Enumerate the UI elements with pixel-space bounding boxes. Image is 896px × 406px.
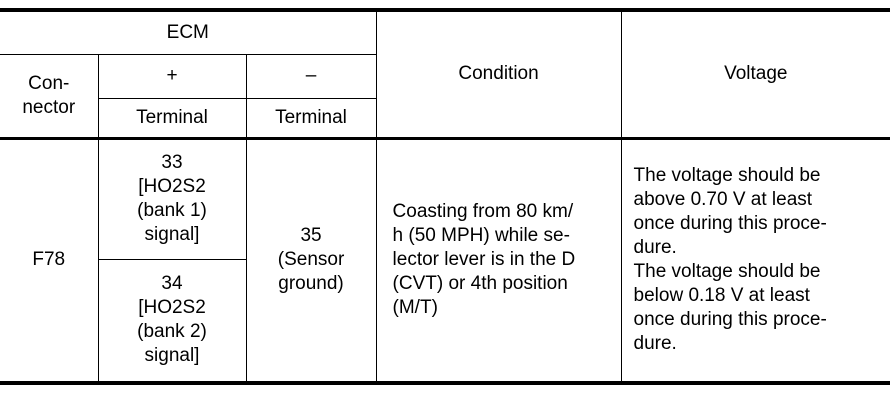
terminal-bank1-line-2: [HO2S2	[138, 176, 206, 197]
connector-header-line-1: Con-	[28, 72, 70, 94]
terminal-bank1-line-4: signal]	[144, 224, 200, 245]
condition-cell	[376, 138, 621, 383]
condition-line-2: h (50 MPH) while se-	[392, 225, 570, 247]
condition-line-4: (CVT) or 4th position	[392, 273, 568, 295]
ground-terminal	[246, 138, 376, 383]
minus-header: –	[246, 54, 376, 98]
ground-terminal-line-1: 35	[300, 225, 322, 247]
terminal-bank2-line-2: [HO2S2	[138, 297, 206, 319]
terminal-bank2-line-4: signal]	[144, 345, 200, 367]
ground-terminal-line-3: ground)	[278, 273, 344, 295]
voltage-line-3: once during this proce-	[633, 213, 827, 235]
condition-line-5: (M/T)	[392, 297, 438, 319]
voltage-line-5: The voltage should be	[633, 261, 821, 283]
voltage-line-7: once during this proce-	[633, 309, 827, 331]
terminal-minus-header: Terminal	[246, 98, 376, 138]
voltage-line-8: dure.	[633, 333, 677, 355]
terminal-bank1	[98, 138, 246, 259]
ground-terminal-line-2: (Sensor	[277, 249, 345, 271]
terminal-bank1-line-1: 33	[161, 152, 183, 173]
voltage-header: Voltage	[621, 10, 890, 138]
condition-line-3: lector lever is in the D	[392, 249, 576, 271]
voltage-line-2: above 0.70 V at least	[633, 189, 813, 211]
terminal-bank2-line-3: (bank 2)	[137, 321, 207, 343]
voltage-line-4: dure.	[633, 237, 677, 259]
condition-header: Condition	[376, 10, 621, 138]
plus-header: +	[98, 54, 246, 98]
connector-header-line-2: nector	[22, 96, 76, 118]
terminal-bank2	[98, 259, 246, 383]
connector-header	[0, 54, 98, 138]
terminal-plus-header: Terminal	[98, 98, 246, 138]
terminal-bank2-line-1: 34	[161, 273, 183, 295]
condition-line-1: Coasting from 80 km/	[392, 201, 574, 223]
terminal-bank1-line-3: (bank 1)	[137, 200, 207, 221]
voltage-line-1: The voltage should be	[633, 165, 821, 187]
connector-value: F78	[0, 138, 98, 383]
voltage-cell	[621, 138, 890, 383]
voltage-line-6: below 0.18 V at least	[633, 285, 810, 307]
ecm-header: ECM	[0, 10, 376, 54]
specification-table	[0, 8, 890, 385]
